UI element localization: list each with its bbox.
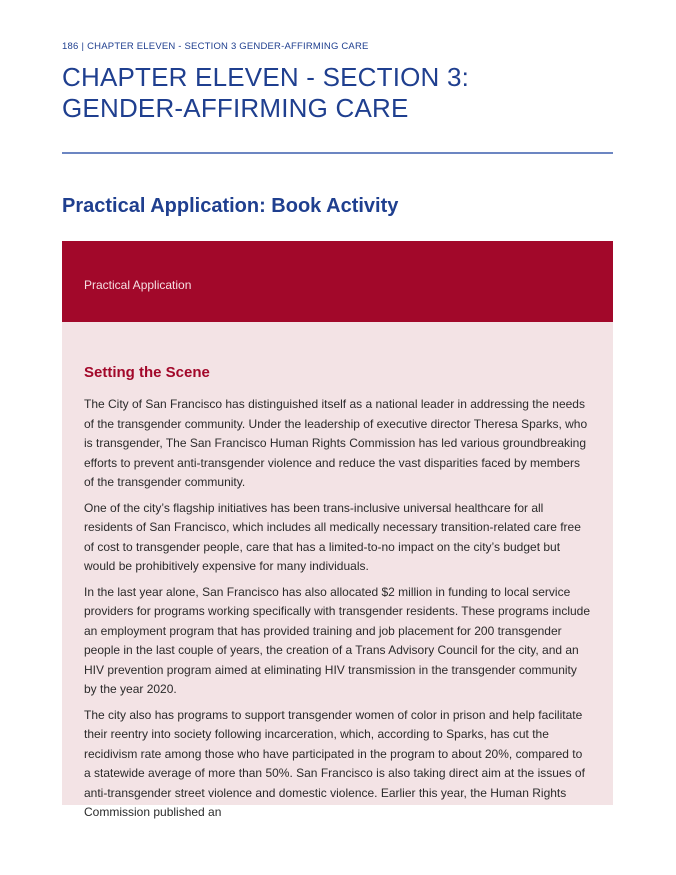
- paragraph: One of the city’s flagship initiatives has been trans-inclusive universal healthcare for all residents of San Francisco, which includes all medically necessary transition-related care free of cost to transgender people, care that has a limited-to-no impact on the city’s budget but would be prohibitively expensive for many individuals.: [84, 500, 581, 573]
- paragraph: In the last year alone, San Francisco has also allocated $2 million in funding to local service providers for programs working specifically with transgender residents. These programs include an employment program that has provided training and job placement for 200 transgender people in the last couple of years, the creation of a Trans Advisory Council for the city, and an HIV prevention program aimed at eliminating HIV transmission in the transgender community by the year 2020.: [84, 584, 591, 696]
- section-title: Practical Application: Book Activity: [62, 195, 399, 217]
- paragraph: The city also has programs to support transgender women of color in prison and help facilitate their reentry into society following incarceration, which, according to Sparks, has cut the recidivism rate among those who have participated in the program to about 20%, compared to a statewide average of more than 50%. San Francisco is also taking direct aim at the issues of anti-transgender street violence and domestic violence. Earlier this year, the Human Rights Commission published an: [84, 707, 585, 819]
- running-header: [62, 41, 369, 52]
- box-subtitle: Setting the Scene: [84, 364, 210, 381]
- box-header: [62, 241, 613, 322]
- chapter-title-line-2: GENDER-AFFIRMING CARE: [62, 93, 409, 123]
- practical-application-box: [62, 241, 613, 819]
- chapter-title: [62, 62, 622, 124]
- page-number: 186: [62, 41, 79, 52]
- running-header-text: CHAPTER ELEVEN - SECTION 3 GENDER-AFFIRMING CARE: [87, 41, 369, 52]
- chapter-title-line-1: CHAPTER ELEVEN - SECTION 3:: [62, 62, 470, 92]
- paragraph: The City of San Francisco has distinguished itself as a national leader in addressing the needs of the transgender community. Under the leadership of executive director Theresa Sparks, who is transgender, The San Francisco Human Rights Commission has led various groundbreaking efforts to prevent anti-transgender violence and reduce the vast disparities faced by members of the transgender community.: [84, 397, 588, 489]
- box-header-label: Practical Application: [84, 278, 192, 292]
- header-separator: |: [81, 41, 85, 52]
- box-body: [62, 322, 613, 823]
- title-divider: [62, 152, 613, 154]
